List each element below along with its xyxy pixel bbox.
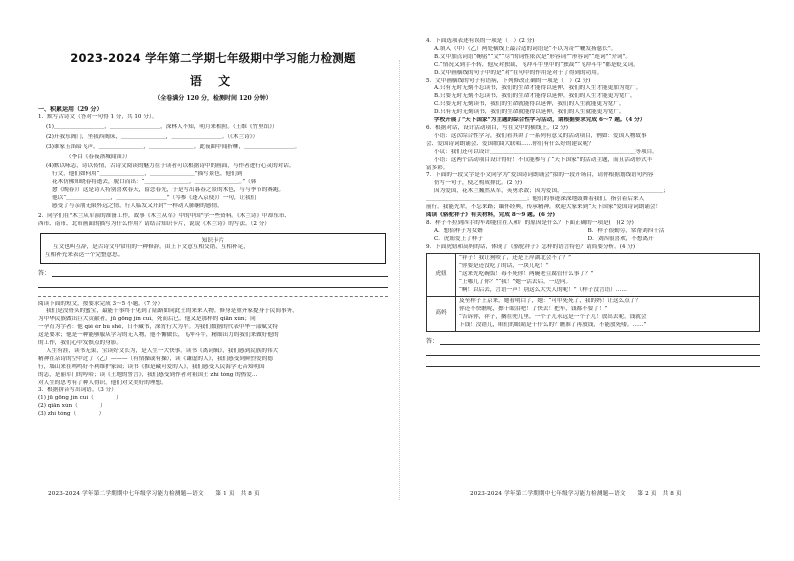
option-c[interactable]: C.只要无时无刻读书，我们的生命就能得以延伸，我们的人生就能更为宽广。 [434,101,625,108]
passage-line: 这是要求；他是一种能够服从学习的无人物，他不懈做长，飞冲斗牛，精细出力的我们来做好他的 [38,332,279,339]
option-a[interactable]: A.填入（甲）（乙）两处横线上最合适的词语是“不以为奇”“鞭发扬慈长”。 [434,45,617,52]
dialogue-line: 小语：这两个活动项目设计得好！不仅能参与了“天下国家”的活动主题，而且活动形式丰 [434,156,653,163]
question-line: 行文，他们如何用“＿＿＿＿＿＿＿＿，＿＿＿＿＿＿＿＿”描写景色，他们到 [52,171,243,178]
page-footer: 2023-2024 学年第二学期期中七年级学习能力检测题—语文 第 2 页 共 8 页 [470,491,682,497]
option-d[interactable]: D.文中画横线的句子中的是“对”在句中的作用是对于了得到的功用。 [434,69,603,76]
question-stem: 8．样子不拉到四手的车却能住在人和厂的原因是什么？下面正确的一项是( )(2 分) [426,219,634,226]
question-line: 仿写一句子，使之构成排比。(2 分) [434,180,523,187]
reading-intro: 阅读下面的短文，按要求完成 3～5 小题。（7 分） [38,300,164,307]
option-d[interactable]: D．刘四很喜欢，不想离开 [587,235,654,242]
answer-line[interactable] [38,268,388,277]
quote-line: “这来先吃碗饭！毒不死你！两碗老豆腐管什么事了？” [459,271,594,278]
quote-cell [456,297,760,332]
question-line: (2)开我东阁门，坐我西阁床，＿＿＿＿＿＿＿＿，＿＿＿＿＿＿＿＿＿。（《木兰诗》） [46,133,259,140]
reading-passage [38,301,388,420]
passage-line: 精神在杂诗的空中过了（乙）———（有情操或有操），读《谦虚的人》，我们感受到鲜烈爱的德 [38,355,273,362]
page-footer: 2023-2024 学年第二学期期中七年级学习能力检测题—语文 第 1 页 共 8 页 [48,491,260,497]
question-1 [38,114,388,211]
question-line: （李白《春夜洛城闻笛》） [66,153,131,160]
passage-line: 对人生的思考有了种人得识，他们对文美好的理想。 [38,379,167,386]
question-line: 他以“＿＿＿＿＿＿＿＿，＿＿＿＿＿＿＿＿＿”（岑参《逢入京使》）一句，让我们 [52,195,257,202]
quote-line: “告诉你，祥子，搁在兜儿里，一个子儿永远是一个子儿！放出去呢，钱就会 [459,313,647,320]
question-line: 前行。我能先辈，不忘来路；缅怀经典，传承精神。欢迎大家来到“天下国家”爱国诗词朗诵会！ [426,204,662,211]
question-stem: 9．下面虎妞和高妈的话，体现了《骆驼祥子》怎样的语言特色？请简要分析。(4 分) [426,243,636,250]
question-stem: 6．根据对话，设计活动项目，写在文中的横线上。(2 分) [426,124,568,131]
question-stem: 5．文中画横线的句子有语病，下列修改正确的一项是（ ）(2 分) [426,77,591,84]
question-4 [426,38,760,78]
passage-line: 我们是没骨头的蜜宝，最能干事终于见到了陆路如同此土的来来人物。修身是重齐家提身于民间事务， [46,308,298,315]
passage-line: 行，墙山来在鸣鸣好不利维护家园；读书《推是藏可爱的人》，我们感受人民海学无音知明国 [38,363,265,370]
question-5 [426,78,760,118]
speaker-label: 虎妞 [427,254,456,297]
options-row [426,236,760,244]
answer-line[interactable] [426,336,760,345]
option-a[interactable]: A．想招样子为女婿 [434,227,483,234]
question-7 [426,172,760,212]
quote-line: “啊！以后去，言语一声！别这么大失人的呢！”（样子没言语）…… [459,287,627,294]
question-9 [426,244,760,367]
answer-label: 答： [426,337,439,345]
section-heading: 一、积累运用（29 分） [38,106,103,113]
pinyin-item[interactable]: (2) qiān xùn（ ） [38,403,106,410]
knowledge-card-line: 互相补充来表达一个完整意思。 [45,251,124,258]
quote-line: “上哪儿了你？”“我！”她一活去后，一边问。 [459,279,572,286]
exam-title: 2023-2024 学年第二学期七年级期中学习能力检测题 [70,51,356,65]
subject-title: 语 文 [189,74,237,88]
option-d[interactable]: D.只有无时无刻读书，我们的生命就能得以延伸，我们的人生就能更为宽广。 [434,109,625,116]
question-line: 感受了与亲朋无限怀远之情，行人临发又开封”一样动人肺腑的感情。 [52,202,223,209]
pinyin-item[interactable]: (1) jū gōng jìn cuì（ ） [38,395,122,402]
passage-line: 的志，是丽军门的哼哈；读《土地的誓言》，我们感受到作者对祖国土 zhì tóng 的热爱… [38,371,258,378]
question-stem: 4．下面选项表述有误的一项是（ ）(2 分) [426,38,535,44]
table-row [427,254,760,297]
dialogue-line[interactable]: 小议：我们还可以设计＿＿＿＿＿＿＿＿＿＿＿＿＿＿＿＿＿＿＿＿＿＿＿＿＿＿等项目。 [434,148,658,155]
passage-line: 一孕育为字者：他 qiè ér bù shě，日不藏书，深宵行大为平。为我们数据的代表中华一部赋文特 [38,324,279,331]
quote-cell [456,254,760,297]
quote-line: 下钱！没错儿，咱们的眼睛是干什么的？瞧准了再放钱，不能放死喽。……” [459,321,647,328]
question-line: (4)默以咏志，诗以传情，古诗文阅读的魅力在于读者可以根据诗中的画面，与作者进行心灵的对话。 [46,163,295,170]
exam-note: （全卷满分 120 分，检测时间 120 分钟） [154,95,272,102]
question-stem: 2．同学们在"木兰从军演的准备工作，故事《木兰从军》中的中国"学一些资料。《木兰诗》中却东市、 [38,212,291,219]
dialogue-line: 会、爱国诗词朗诵会、爱国歌曲大联唱……你们有什么好的建议呢？ [426,140,594,147]
quote-line: 你还不快瞧呢，擦干眼泪吧！了快去！把车，钱都不要了！” [459,305,608,312]
option-a[interactable]: A.只有无时无刻不忘读书，我们的生命才能得以延伸，我们的人生才能更加为宽广。 [434,85,642,92]
question-line: (1)＿＿＿＿＿＿＿＿＿，＿＿＿＿＿＿＿＿＿。深林人不知，明月来相照。（王维《竹里馆》） [46,123,278,130]
question-line: 西市、南市、北市画面的描写为什么作用？请结合知识卡片，说说《木兰诗》的写法。（2 分） [38,220,270,227]
knowledge-card-title: 知识卡片 [201,237,225,244]
dialogue-line: 小语：这次综合性学习，我们看其讲了一系列有意义的活动项目，例如：爱国人物故事 [434,132,647,139]
question-6 [426,125,760,172]
answer-blank[interactable] [38,280,388,288]
question-line[interactable]: ＿＿＿＿＿＿＿＿＿＿＿＿＿＿＿＿＿＿；他们的事迹深深地鼓舞着我们，指引着后来人 [426,196,645,203]
question-stem: 1．默写古诗文（答对一句得 1 分，共 10 分）。 [38,113,158,120]
options-row [426,228,760,236]
table-row [427,297,760,332]
reading-heading: 阅读《骆驼祥子》有关材料，完成 8～9 题。(6 分) [426,211,556,218]
option-c[interactable]: C．虎妞爱上了样子 [434,235,484,242]
section-divider [38,296,388,297]
right-page [400,0,794,561]
passage-line: 为中华民族做出巨大贡献者，jū gōng jìn cuì，死而后已。他又是那样的 qiān xùn；同 [38,316,256,323]
activity-heading: 学校开展了“天下国家”为主题的综合性学习活动，请根据要求完成 6～7 题。（4 分） [434,117,646,124]
knowledge-card [40,233,386,264]
knowledge-card-line: 互文也叫互辞，是古诗文中常用的一种修辞。由上下文意互相交错，互相补足， [53,243,249,250]
option-b[interactable]: B.文中加点词语“鞠躬”“文”“尽”的词性依次是“形容词”“形容词”“连词”“介词”。 [434,53,631,60]
question-2 [38,213,388,229]
quote-line: “祥子！我让狗咬了，还是上岸湖北会不了？” [459,255,572,262]
speaker-label: 高妈 [427,297,456,332]
quote-line: “你要是还没吃了的话，一块儿吃！” [459,263,549,270]
pinyin-item[interactable]: (3) zhì tóng（ ） [38,411,105,418]
passage-line: 人生有涯，读书无果，宝读好文长为，是人生一大快事。读书《离词辑》，我们感到民族的伟大 [46,347,279,354]
question-line: 花木仿佛知晓春将逝去，脱口而出：“＿＿＿＿＿＿＿＿，＿＿＿＿＿＿＿＿。”（韩 [52,179,257,186]
question-stem: 7．下面的一段文字是小文同学为“爱国诗词朗诵会”拟的一段开场白，请你根据划线语句内容 [426,172,654,179]
question-line: (3)谁家玉笛暗飞声，＿＿＿＿＿＿＿＿，＿＿＿＿＿＿＿＿。此夜曲中闻折柳，＿＿＿＿＿＿＿＿＿。 [46,143,301,150]
option-c[interactable]: C.“情况又到手不转，他反对独裁，飞冲斗牛里中的“独裁”“飞冲斗牛”都是贬义词。 [434,61,639,68]
option-b[interactable]: B.只要无时无刻不忘读书，我们的生命才能得以延伸，我们的人生才能更为宽广。 [434,93,636,100]
question-line: 愈《晚春》）这是诗人特别喜欢春天，留恋春光，于是写出暮春之景的木色，与与季节的赛跑。 [52,187,285,194]
question-line[interactable]: 因为爱国，花木兰巍然从军，英勇杀敌；因为爱国，＿＿＿＿＿＿＿＿＿＿＿＿＿＿＿＿＿＿； [434,188,669,195]
option-b[interactable]: B．样子很勤劳，常帮刘四干活 [587,227,665,234]
quote-line: 及至样子上京来，她看明白了，她：“可甲死死了，我的妈！让这么点了？ [459,298,641,304]
question-8 [426,220,760,244]
quote-table [426,253,760,331]
answer-blank[interactable] [426,359,760,367]
question-stem: 3．根据拼音写出词语。（3 分） [38,387,117,394]
passage-line: 的工作，我们心中发慎点的身影。 [38,340,122,347]
dialogue-line: 富多彩。 [426,164,449,171]
answer-blank[interactable] [426,348,760,356]
answer-label: 答： [38,269,51,277]
